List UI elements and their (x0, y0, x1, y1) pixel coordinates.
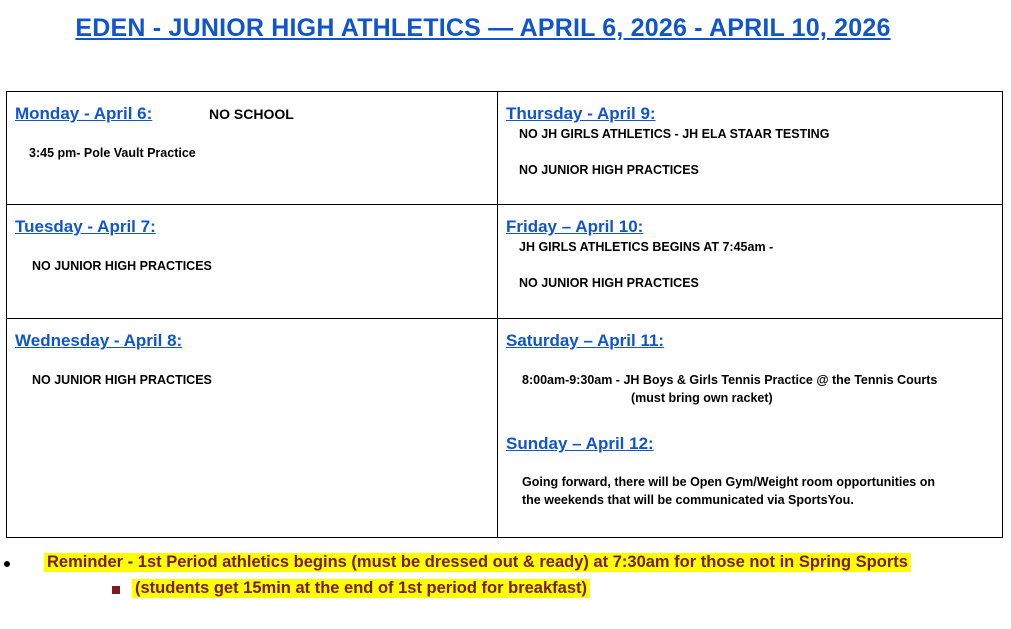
friday-note: JH GIRLS ATHLETICS BEGINS AT 7:45am - (519, 240, 774, 254)
thursday-heading: Thursday - April 9: (506, 104, 656, 123)
table-row (7, 92, 1003, 205)
tuesday-heading: Tuesday - April 7: (15, 217, 156, 236)
friday-cell (498, 205, 1003, 319)
sunday-heading: Sunday – April 12: (506, 434, 654, 453)
saturday-heading: Saturday – April 11: (506, 331, 665, 350)
schedule-table (6, 91, 1003, 538)
square-bullet-icon (112, 586, 120, 594)
weekend-cell (498, 319, 1003, 538)
reminder-section (0, 549, 1011, 629)
monday-cell (7, 92, 498, 205)
sunday-note: the weekends that will be communicated via SportsYou. (522, 493, 854, 507)
saturday-note: (must bring own racket) (631, 391, 773, 405)
wednesday-cell (7, 319, 498, 538)
reminder-sub: (students get 15min at the end of 1st period for breakfast) (132, 579, 590, 598)
page-title: EDEN - JUNIOR HIGH ATHLETICS — APRIL 6, 2026 - APRIL 10, 2026 (75, 14, 891, 42)
thursday-cell (498, 92, 1003, 205)
table-row (7, 319, 1003, 538)
sunday-note: Going forward, there will be Open Gym/Weight room opportunities on (522, 475, 935, 489)
tuesday-note: NO JUNIOR HIGH PRACTICES (32, 259, 212, 273)
wednesday-heading: Wednesday - April 8: (15, 331, 183, 350)
tuesday-cell (7, 205, 498, 319)
table-row (7, 205, 1003, 319)
monday-heading: Monday - April 6: (15, 104, 153, 123)
bullet-icon (4, 561, 10, 567)
friday-heading: Friday – April 10: (506, 217, 644, 236)
thursday-note: NO JH GIRLS ATHLETICS - JH ELA STAAR TESTING (519, 127, 830, 141)
monday-status: NO SCHOOL (209, 106, 294, 122)
wednesday-note: NO JUNIOR HIGH PRACTICES (32, 373, 212, 387)
friday-note: NO JUNIOR HIGH PRACTICES (519, 276, 699, 290)
monday-note: 3:45 pm- Pole Vault Practice (29, 146, 196, 160)
saturday-note: 8:00am-9:30am - JH Boys & Girls Tennis Practice @ the Tennis Courts (522, 373, 938, 387)
thursday-note: NO JUNIOR HIGH PRACTICES (519, 163, 699, 177)
reminder-main: Reminder - 1st Period athletics begins (must be dressed out & ready) at 7:30am for those not in Spring Sports (44, 553, 911, 572)
